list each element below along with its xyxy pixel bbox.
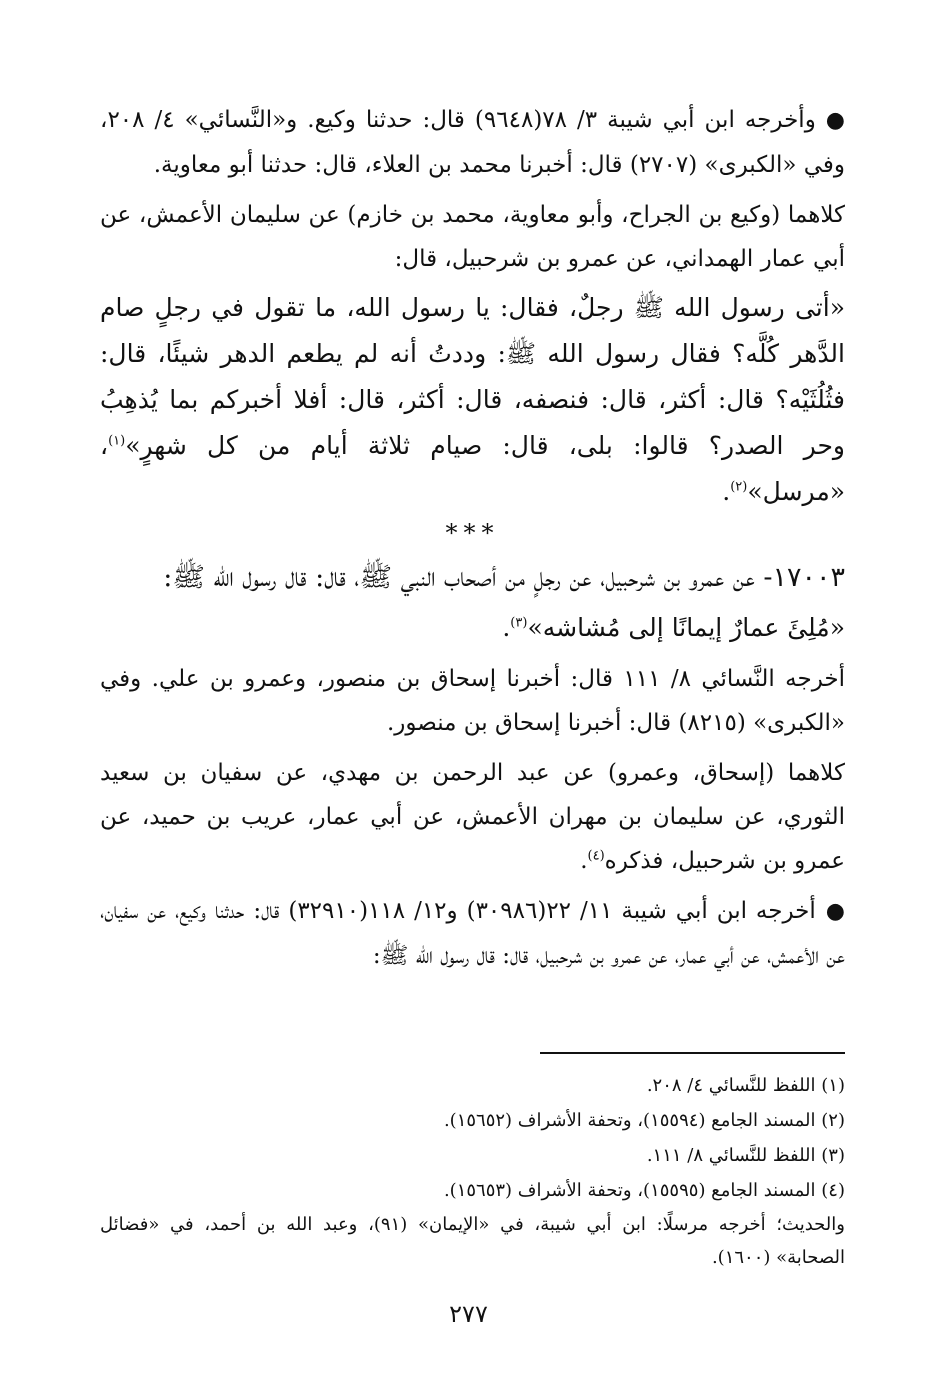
page-number: ٢٧٧ bbox=[449, 1300, 488, 1328]
footnote-1: (١) اللفظ للنَّسائي ٤/ ٢٠٨. bbox=[646, 1075, 845, 1096]
bullet-icon: ● bbox=[825, 899, 845, 924]
paragraph-nasai-source: أخرجه النَّسائي ٨/ ١١١ قال: أخبرنا إسحاق بن منصور، وعمرو بن علي. وفي «الكبرى» (٨٢١٥) قال: أخبرنا إسحاق بن منصور. bbox=[100, 666, 846, 736]
footnote-divider bbox=[540, 1052, 845, 1054]
paragraph-chain-ishaq-amr: كلاهما (إسحاق، وعمرو) عن عبد الرحمن بن مهدي، عن سفيان بن سعيد الثوري، عن سليمان بن مهران الأعمش، عن أبي عمار، عريب بن حميد، عن عمرو بن شرحبيل، فذكره$^{(٤)}$. bbox=[100, 760, 845, 874]
paragraph-ibn-abi-shayba-nasai bbox=[100, 98, 845, 187]
hadith-text-ammar: «مُلِئَ عمارٌ إيمانًا إلى مُشاشه»$^{(٣)}$. bbox=[502, 613, 845, 642]
page-body bbox=[100, 98, 845, 978]
hadith-body: «أتى رسول الله ﷺ رجلٌ، فقال: يا رسول الله، ما تقول في رجلٍ صام الدَّهر كُلَّه؟ فقال رسول الله ﷺ: وددتُ أنه لم يطعم الدهر شيئًا، قال: فثُلُثَيْه؟ قال: أكثر، قال: فنصفه، قال: أكثر، قال: أفلا أخبركم بما يُذهِبُ وحر الصدر؟ قالوا: بلى، قال: صيام ثلاثة أيام من كل شهرٍ» bbox=[100, 293, 845, 460]
footnote-4: (٤) المسند الجامع (١٥٥٩٥)، وتحفة الأشراف (١٥٦٥٣). bbox=[443, 1180, 845, 1201]
footnote-marker: (٣) bbox=[510, 615, 528, 631]
footnote-2: (٢) المسند الجامع (١٥٥٩٤)، وتحفة الأشراف (١٥٦٥٢). bbox=[443, 1110, 845, 1131]
footnote-4-continuation: والحديث؛ أخرجه مرسلًا: ابن أبي شيبة، في «الإيمان» (٩١)، وعبد الله بن أحمد، في «فضائل الصحابة» (١٦٠٠). bbox=[100, 1214, 845, 1268]
hadith-body: «مُلِئَ عمارٌ إيمانًا إلى مُشاشه» bbox=[527, 613, 845, 642]
paragraph-chain-summary: كلاهما (وكيع بن الجراح، وأبو معاوية، محمد بن خازم) عن سليمان الأعمش، عن أبي عمار الهمداني، عن عمرو بن شرحبيل، قال: bbox=[100, 202, 845, 272]
footnote-marker: (٤) bbox=[587, 848, 605, 864]
hadith-text-fasting: «أتى رسول الله ﷺ رجلٌ، فقال: يا رسول الله، ما تقول في رجلٍ صام الدَّهر كُلَّه؟ فقال رسول الله ﷺ: وددتُ أنه لم يطعم الدهر شيئًا، قال: فثُلُثَيْه؟ قال: أكثر، قال: فنصفه، قال: أكثر، قال: أفلا أخبركم بما يُذهِبُ وحر الصدر؟ قالوا: بلى، قال: صيام ثلاثة أيام من كل شهرٍ»$^{(١)}$، «مرسل»$^{(٢)}$. bbox=[100, 293, 845, 506]
paragraph-text: أخرجه ابن أبي شيبة ١١/ ٢٢(٣٠٩٨٦) و١٢/ ١١٨(٣٢٩١٠) قال: حدثنا وكيع، عن سفيان، عن الأعمش، عن أبي عمار، عن عمرو بن شرحبيل، قال: قال رسول الله ﷺ: bbox=[100, 898, 845, 969]
footnote-marker: (١) bbox=[108, 433, 126, 449]
bullet-icon: ● bbox=[825, 108, 845, 133]
footnotes-section bbox=[100, 1052, 845, 1274]
hadith-tail: ، «مرسل» bbox=[100, 431, 845, 506]
hadith-heading-17003: ١٧٠٠٣- عن عمرو بن شرحبيل، عن رجلٍ من أصحاب النبي ﷺ، قال: قال رسول الله ﷺ: bbox=[163, 562, 845, 593]
section-separator: *** bbox=[445, 519, 500, 547]
footnote-3: (٣) اللفظ للنَّسائي ٨/ ١١١. bbox=[646, 1145, 845, 1166]
paragraph-text: وأخرجه ابن أبي شيبة ٣/ ٧٨(٩٦٤٨) قال: حدثنا وكيع. و«النَّسائي» ٤/ ٢٠٨، وفي «الكبرى» (٢٧٠٧) قال: أخبرنا محمد بن العلاء، قال: حدثنا أبو معاوية. bbox=[100, 107, 845, 178]
footnote-marker: (٢) bbox=[730, 479, 748, 495]
paragraph-ibn-abi-shayba-second bbox=[100, 889, 845, 978]
paragraph-text: كلاهما (إسحاق، وعمرو) عن عبد الرحمن بن مهدي، عن سفيان بن سعيد الثوري، عن سليمان بن مهران الأعمش، عن أبي عمار، عريب بن حميد، عن عمرو بن شرحبيل، فذكره bbox=[100, 760, 845, 874]
